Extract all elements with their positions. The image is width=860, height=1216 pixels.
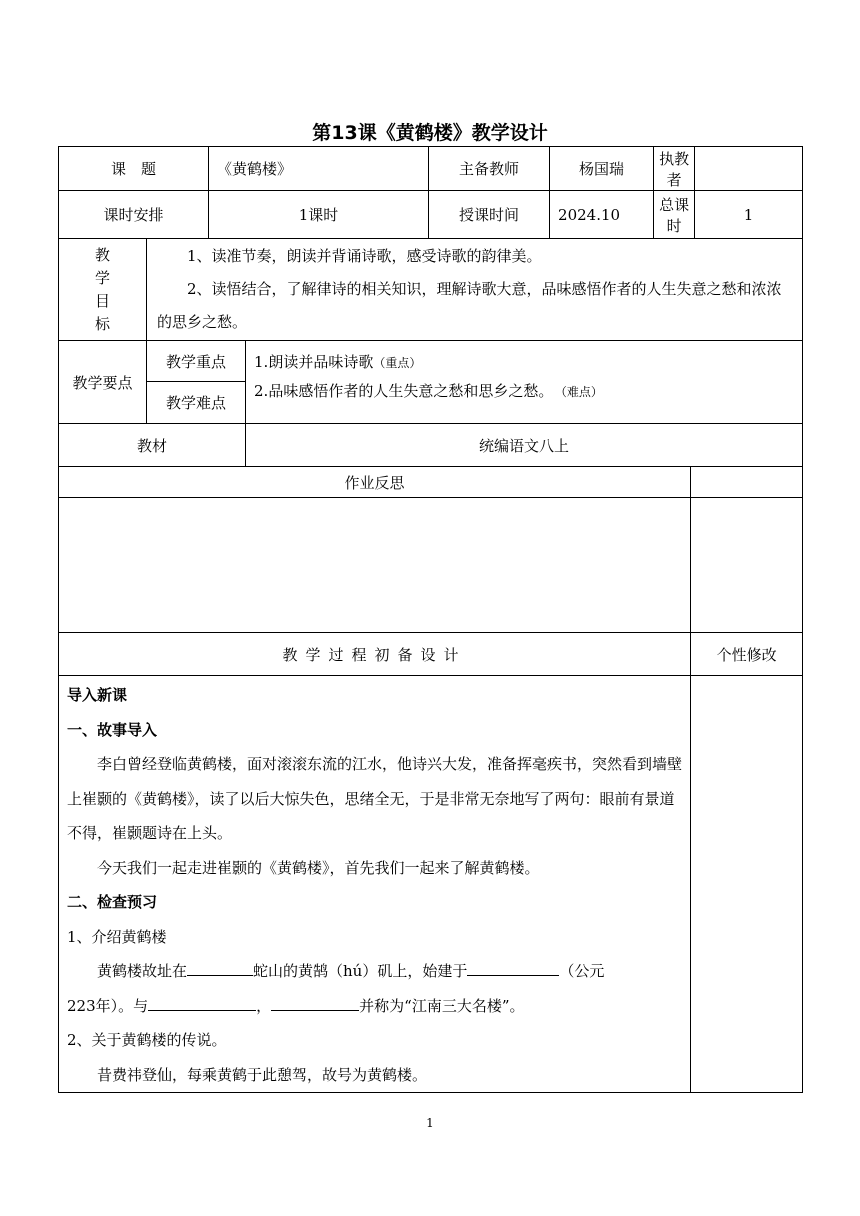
material-label: 教材	[59, 424, 246, 467]
homework-side-content	[691, 498, 803, 633]
exec-teacher-label: 执教者	[654, 147, 695, 191]
item2: 2、关于黄鹤楼的传说。	[67, 1031, 227, 1049]
time-label: 授课时间	[429, 191, 550, 239]
focus-note: （重点）	[373, 356, 422, 370]
schedule-label: 课时安排	[59, 191, 209, 239]
revise-content	[691, 676, 803, 1093]
section2-heading: 二、检查预习	[67, 893, 158, 911]
blank-4[interactable]	[271, 993, 359, 1011]
row-process-body	[59, 676, 803, 1093]
row-homework-body	[59, 498, 803, 633]
exec-teacher-value	[695, 147, 803, 191]
document-title: 第13课《黄鹤楼》教学设计	[312, 122, 548, 144]
lesson-value: 《黄鹤楼》	[209, 147, 429, 191]
fill-line-1: 黄鹤楼故址在 蛇山的黄鹄（hú）矶上，始建于 （公元	[67, 954, 682, 989]
revise-label: 个性修改	[691, 633, 803, 676]
schedule-value: 1课时	[209, 191, 429, 239]
row-schedule	[59, 191, 803, 239]
material-value: 统编语文八上	[246, 424, 803, 467]
row-process-header	[59, 633, 803, 676]
blank-3[interactable]	[148, 993, 256, 1011]
page-number: 1	[426, 1116, 434, 1130]
key-points-content	[246, 341, 803, 424]
goals-content	[147, 239, 803, 341]
fill-line-2: 223年）。与 ， 并称为“江南三大名楼”。	[67, 989, 682, 1024]
homework-side-cell	[691, 467, 803, 498]
goal-2: 2、读悟结合，了解律诗的相关知识，理解诗歌大意，品味感悟作者的人生失意之愁和浓浓的思乡之愁。	[157, 280, 782, 331]
focus-text: 1.朗读并品味诗歌	[254, 353, 374, 371]
blank-2[interactable]	[467, 958, 559, 976]
key-points-label: 教学要点	[59, 341, 147, 424]
main-teacher-label: 主备教师	[429, 147, 550, 191]
focus-label: 教学重点	[147, 341, 246, 382]
process-content	[59, 676, 691, 1093]
row-lesson	[59, 147, 803, 191]
main-teacher-value: 杨国瑞	[550, 147, 654, 191]
difficulty-text: 2.品味感悟作者的人生失意之愁和思乡之愁。	[254, 382, 546, 400]
section1-heading: 一、故事导入	[67, 720, 158, 739]
row-material	[59, 424, 803, 467]
difficulty-note: （难点）	[560, 385, 603, 399]
section1-para1: 李白曾经登临黄鹤楼，面对滚滚东流的江水，他诗兴大发，准备挥毫疾书，突然看到墙壁上崔颢的《黄鹤楼》，读了以后大惊失色，思绪全无，于是非常无奈地写了两句：眼前有景道不得，崔颢题诗在上头。	[67, 755, 683, 842]
total-value: 1	[695, 191, 803, 239]
row-homework-header	[59, 467, 803, 498]
total-label: 总课时	[654, 191, 695, 239]
goal-1: 1、读准节奏，朗读并背诵诗歌，感受诗歌的韵律美。	[187, 247, 542, 265]
time-value: 2024.10	[550, 191, 654, 239]
legend-text: 昔费祎登仙，每乘黄鹤于此憩驾，故号为黄鹤楼。	[97, 1065, 428, 1084]
row-focus	[59, 341, 803, 382]
difficulty-label: 教学难点	[147, 382, 246, 424]
item1: 1、介绍黄鹤楼	[67, 927, 167, 946]
section1-para2: 今天我们一起走进崔颢的《黄鹤楼》，首先我们一起来了解黄鹤楼。	[97, 858, 540, 877]
goals-label: 教 学 目 标	[59, 239, 147, 341]
row-goals	[59, 239, 803, 341]
intro-heading: 导入新课	[67, 686, 128, 704]
lesson-plan-table	[58, 146, 803, 1093]
lesson-label: 课 题	[59, 147, 209, 191]
homework-content	[59, 498, 691, 633]
homework-label: 作业反思	[59, 467, 691, 498]
blank-1[interactable]	[187, 958, 253, 976]
process-label: 教学过程初备设计	[59, 633, 691, 676]
